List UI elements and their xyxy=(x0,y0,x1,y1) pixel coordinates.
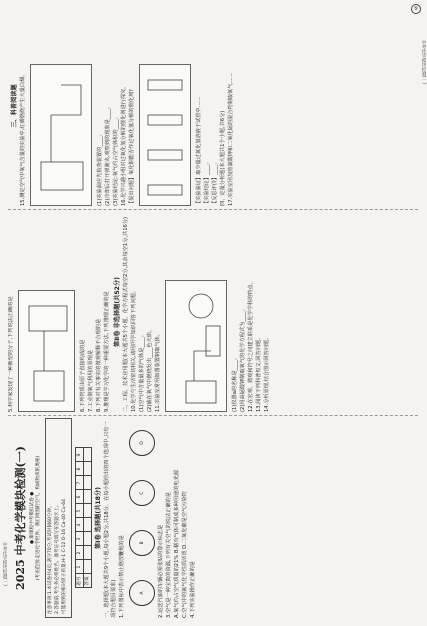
question: (3)实验结论:氧气约占空气体积的____。 xyxy=(113,113,119,206)
column-1 xyxy=(8,418,412,618)
answer-cell[interactable] xyxy=(84,476,92,490)
answer-cell[interactable] xyxy=(84,546,92,560)
section-2-intro: 二、工程、技术应用题(本大题共5个小题。化学方程式每空2分,其余每空1分,共16分) xyxy=(123,216,129,412)
section-1-heading: 第Ⅰ卷 选择题(共18分) xyxy=(95,486,102,550)
question: 1.下列图标中表示禁止燃放鞭炮的是 xyxy=(119,535,125,618)
question: 5.科学家发现了一种新型的分子,下列说法正确的是 xyxy=(8,296,14,412)
question: (2)冷却后打开弹簧夹,观察到的现象是____。 xyxy=(105,103,111,206)
page-number: ⑤ xyxy=(411,4,421,14)
answer-cell[interactable] xyxy=(84,490,92,504)
answer-cell[interactable] xyxy=(84,448,92,462)
question: 2.运送汽油的车辆必须张贴的警示标志是 xyxy=(158,524,164,618)
exam-series: ● 新课程中考模拟试卷 ● xyxy=(30,491,35,545)
question: 11.实验室常用如图装置制取气体。 xyxy=(155,331,161,412)
table-cell: 1 xyxy=(76,560,84,574)
question: 四、定量分析题(本大题共1个小题,共6分) xyxy=(220,110,226,206)
column-2 xyxy=(8,212,412,412)
table-cell: 6 xyxy=(76,490,84,504)
table-cell: 2 xyxy=(76,546,84,560)
icon-options xyxy=(129,418,155,618)
flammable-icon: C xyxy=(129,480,155,506)
question: 17.实验室用加热氯酸钾和二氧化锰的混合物制取氧气…… xyxy=(228,73,234,206)
table-cell: 答案 xyxy=(84,574,92,588)
section-2-heading: 第Ⅱ卷 非选择题(共52分) xyxy=(114,277,121,347)
table-cell: 5 xyxy=(76,504,84,518)
answer-cell[interactable] xyxy=(84,518,92,532)
question: (1)实验前应先检查装置的____。 xyxy=(97,131,103,206)
question: 12.在宏观、微观和符号之间建立联系是化学学科的特点。 xyxy=(248,279,254,412)
table-cell: 8 xyxy=(76,462,84,476)
question: 10.化学与生活密切相关,请用所学知识回答下列问题。 xyxy=(131,287,137,412)
exam-scope: (考查范围:走进化学世界、我们周围的空气、构成物质的奥秘) xyxy=(36,455,41,581)
question: 15.测定空气中氧气含量的实验中,红磷燃烧产生大量白烟。 xyxy=(20,71,26,206)
answer-cell[interactable] xyxy=(84,560,92,574)
column-divider xyxy=(8,415,418,416)
table-cell: 题号 xyxy=(76,574,84,588)
question: (2)硫在氧气中燃烧发出____色火焰。 xyxy=(147,326,153,412)
question: 【实验结论】____。 xyxy=(204,159,210,206)
column-3 xyxy=(8,6,412,206)
notice-line: 2.答题前,考生务必将姓名、准考证号填写在答题卡上。 xyxy=(55,502,60,614)
question: 【实验验证】取少量过氧化氢溶液于试管中…… xyxy=(196,97,202,206)
table-cell: 9 xyxy=(76,448,84,462)
question: 16.化学兴趣小组对过氧化氢分解的催化剂进行探究。 xyxy=(121,83,127,206)
notice-line: 注意事项:1.本试卷共4页,满分70分,考试时间60分钟。 xyxy=(48,503,53,614)
recycle-icon: D xyxy=(129,430,155,456)
apparatus-figure xyxy=(18,290,75,412)
answer-cell[interactable] xyxy=(84,532,92,546)
question: 3.空气是一种宝贵的资源,下列有关空气的说法正确的是 xyxy=(166,492,172,618)
question: 6.下列物质由原子直接构成的是 xyxy=(80,339,86,412)
exam-title: 2025 中考化学模块检测(一) xyxy=(14,446,27,590)
question: (2)用高锰酸钾制取氧气的化学方程式为____。 xyxy=(240,306,246,412)
catalyst-figure xyxy=(139,64,191,206)
answer-cell[interactable] xyxy=(84,462,92,476)
question: 8.下列对有关事实的微观解释不合理的是 xyxy=(96,318,102,412)
table-cell: 3 xyxy=(76,532,84,546)
question: (1)仪器a的名称是____。 xyxy=(232,354,238,412)
answer-table xyxy=(75,448,92,589)
question: 【反思评价】____。 xyxy=(212,159,218,206)
answer-cell[interactable] xyxy=(84,504,92,518)
question: (1)空气中含量最多的气体是____。 xyxy=(139,332,145,412)
gas-apparatus-figure xyxy=(165,280,227,412)
question: 9.推理是学习化学的一种重要方法,下列推理正确的是 xyxy=(104,291,110,412)
column-divider xyxy=(8,209,418,210)
question: 4.下列实验操作正确的是 xyxy=(190,561,196,618)
question: 【提出问题】氧化铜能否作过氧化氢分解的催化剂? xyxy=(129,89,135,206)
phosphorus-experiment-figure xyxy=(30,64,92,206)
table-cell: 7 xyxy=(76,476,84,490)
notice-line: 可能用到的相对原子质量:H-1 C-12 O-16 Ca-40 Cu-64 xyxy=(62,498,67,614)
question: 13.阅读下列科普短文,回答问题。 xyxy=(256,334,262,412)
side-label: 中考化学模块检测(一) xyxy=(2,541,7,586)
section-1-intro: 一、选择题(本大题共9个小题,每小题2分,共18分。在每小题给出的四个选项中,只有一项符合题目要求) xyxy=(104,421,117,618)
option: C.空气中的氮气化学性质活泼 D.二氧化碳是空气污染物 xyxy=(182,491,188,618)
side-label: 中考化学模块检测(一) xyxy=(421,40,426,85)
question: 7.工业制氧气利用的原理是 xyxy=(88,349,94,412)
notice-box xyxy=(45,418,72,618)
table-cell: 4 xyxy=(76,518,84,532)
question: 14.分析原理,结合图示回答问题。 xyxy=(264,334,270,412)
option: A.氧气约占空气质量的21% B.稀有气体可制成多种用途的电光源 xyxy=(174,470,180,618)
section-3-heading: 三、科普阅读题 xyxy=(11,84,18,128)
no-smoking-icon: B xyxy=(129,530,155,556)
no-fireworks-icon: A xyxy=(129,580,155,606)
